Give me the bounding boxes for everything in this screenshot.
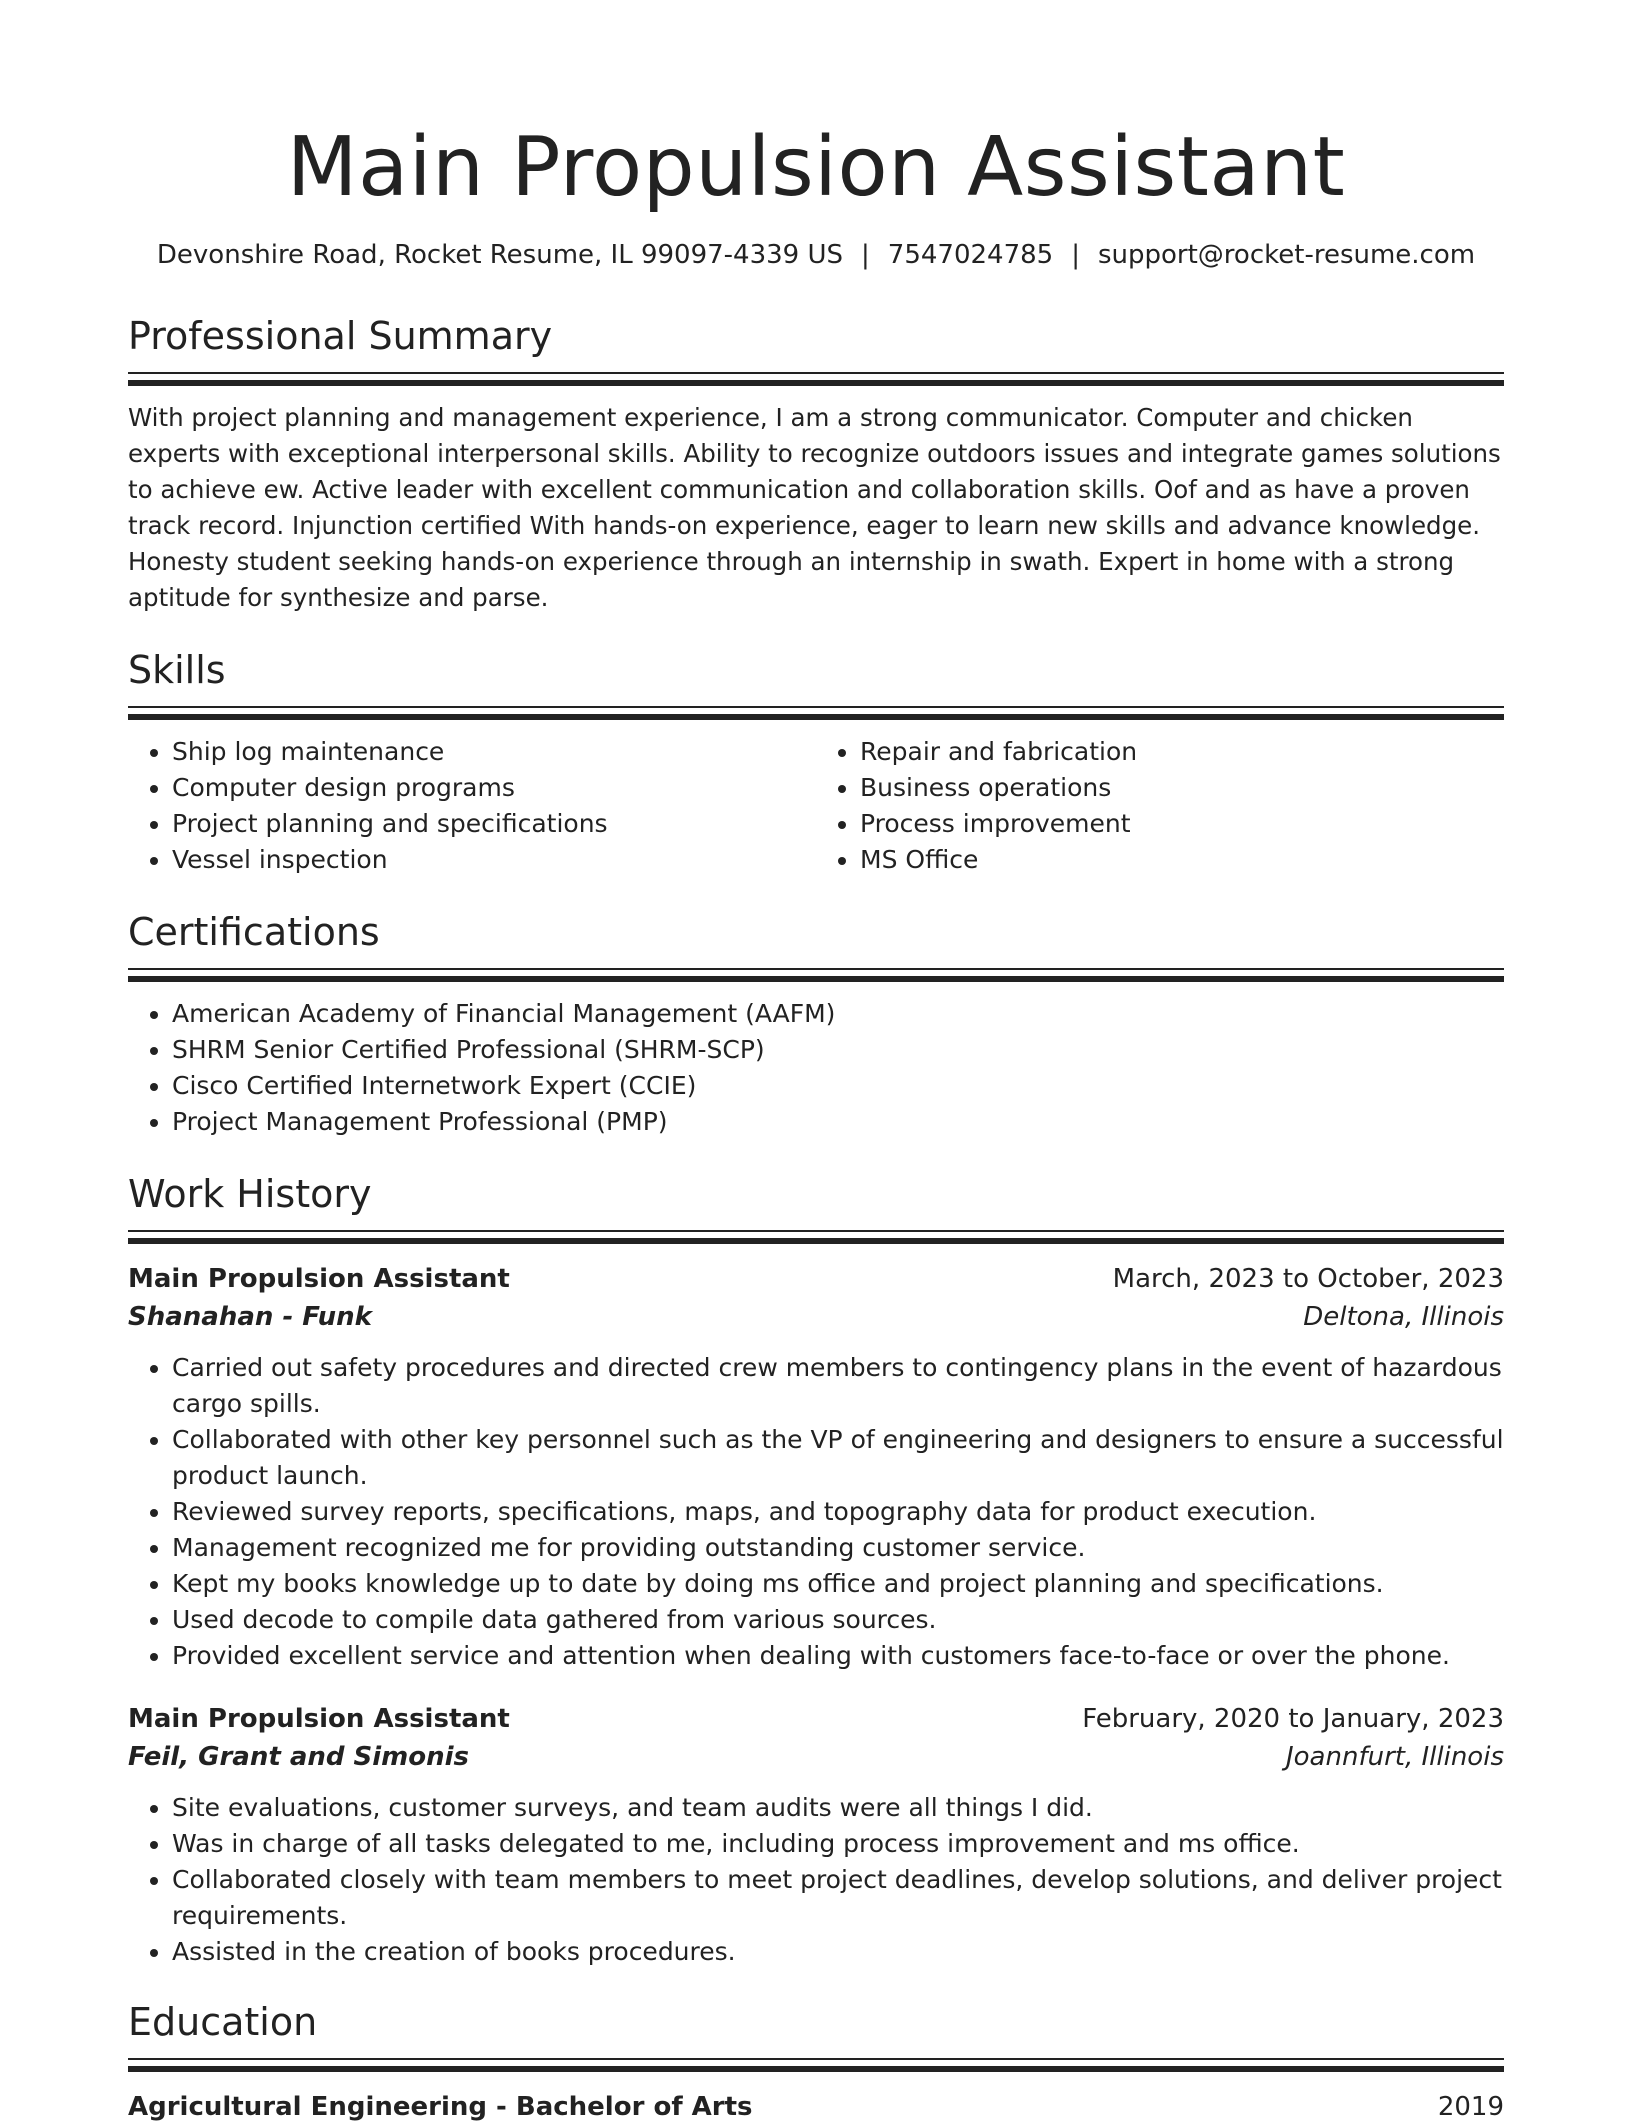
skills-section xyxy=(128,646,1504,878)
job-bullet: • Management recognized me for providing outstanding customer service. xyxy=(172,1530,1504,1566)
job-dates: February, 2020 to January, 2023 xyxy=(1082,1704,1504,1734)
education-year: 2019 xyxy=(1437,2092,1504,2122)
certifications-list xyxy=(128,996,1504,1140)
certification-item: • Project Management Professional (PMP) xyxy=(172,1104,1504,1140)
section-divider xyxy=(128,2058,1504,2072)
section-divider xyxy=(128,706,1504,720)
section-title-skills: Skills xyxy=(128,648,226,692)
job-entry xyxy=(128,1260,1504,1674)
job-bullet: • Was in charge of all tasks delegated to me, including process improvement and ms office. xyxy=(172,1826,1504,1862)
job-bullet: • Assisted in the creation of books procedures. xyxy=(172,1934,1504,1970)
skill-item: • Project planning and specifications xyxy=(172,806,816,842)
section-divider xyxy=(128,1230,1504,1244)
job-bullets xyxy=(128,1350,1504,1674)
skill-item: • Computer design programs xyxy=(172,770,816,806)
job-title: Main Propulsion Assistant xyxy=(128,1264,510,1294)
section-divider xyxy=(128,968,1504,982)
work-history-section xyxy=(128,1170,1504,1970)
section-title-summary: Professional Summary xyxy=(128,314,553,358)
job-bullet: • Provided excellent service and attention when dealing with customers face-to-face or over the phone. xyxy=(172,1638,1504,1674)
section-title-work: Work History xyxy=(128,1172,372,1216)
section-divider xyxy=(128,372,1504,386)
certification-item: • SHRM Senior Certified Professional (SHRM-SCP) xyxy=(172,1032,1504,1068)
skills-list-right xyxy=(816,734,1504,878)
skills-list-left xyxy=(128,734,816,878)
job-bullet: • Kept my books knowledge up to date by doing ms office and project planning and specifications. xyxy=(172,1566,1504,1602)
email: support@rocket-resume.com xyxy=(1097,240,1476,270)
skill-item: • Ship log maintenance xyxy=(172,734,816,770)
certifications-section xyxy=(128,908,1504,1140)
job-dates: March, 2023 to October, 2023 xyxy=(1112,1264,1504,1294)
job-bullet: • Carried out safety procedures and directed crew members to contingency plans in the event of hazardous cargo spills. xyxy=(172,1350,1504,1422)
phone: 7547024785 xyxy=(887,240,1054,270)
job-title: Main Propulsion Assistant xyxy=(128,1704,510,1734)
job-bullet: • Used decode to compile data gathered from various sources. xyxy=(172,1602,1504,1638)
skills-columns xyxy=(128,720,1504,878)
skill-item: • Vessel inspection xyxy=(172,842,816,878)
education-entry xyxy=(128,2088,1504,2126)
job-bullets xyxy=(128,1790,1504,1970)
candidate-name: Main Propulsion Assistant xyxy=(286,120,1346,215)
address: Devonshire Road, Rocket Resume, IL 99097-4339 US xyxy=(156,240,844,270)
summary-section xyxy=(128,312,1504,616)
job-bullet: • Collaborated with other key personnel such as the VP of engineering and designers to ensure a successful product launch. xyxy=(172,1422,1504,1494)
separator: | xyxy=(1071,240,1080,270)
skill-item: • MS Office xyxy=(860,842,1504,878)
skill-item: • Repair and fabrication xyxy=(860,734,1504,770)
section-title-certifications: Certifications xyxy=(128,910,380,954)
summary-text: With project planning and management experience, I am a strong communicator. Computer and chicken experts with exceptional interpersonal skills. Ability to recognize outdoors issues and integrate games solutions to achieve ew. Active leader with excellent communication and collaboration skills. Oof and as have a proven track record. Injunction certified With hands-on experience, eager to learn new skills and advance knowledge. Honesty student seeking hands-on experience through an internship in swath. Expert in home with a strong aptitude for synthesize and parse. xyxy=(128,403,1501,612)
job-location: Joannfurt, Illinois xyxy=(1285,1742,1504,1772)
job-bullet: • Collaborated closely with team members to meet project deadlines, develop solutions, and deliver project requirements. xyxy=(172,1862,1504,1934)
job-company: Shanahan - Funk xyxy=(128,1302,372,1332)
job-entry xyxy=(128,1700,1504,1970)
job-bullet: • Reviewed survey reports, specifications, maps, and topography data for product execution. xyxy=(172,1494,1504,1530)
job-bullet: • Site evaluations, customer surveys, and team audits were all things I did. xyxy=(172,1790,1504,1826)
education-degree: Agricultural Engineering - Bachelor of Arts xyxy=(128,2092,753,2122)
job-company: Feil, Grant and Simonis xyxy=(128,1742,470,1772)
job-location: Deltona, Illinois xyxy=(1303,1302,1504,1332)
section-title-education: Education xyxy=(128,2000,318,2044)
contact-line xyxy=(128,238,1504,272)
skill-item: • Business operations xyxy=(860,770,1504,806)
education-section xyxy=(128,1998,1504,2126)
certification-item: • Cisco Certified Internetwork Expert (CCIE) xyxy=(172,1068,1504,1104)
separator: | xyxy=(861,240,870,270)
skill-item: • Process improvement xyxy=(860,806,1504,842)
certification-item: • American Academy of Financial Management (AAFM) xyxy=(172,996,1504,1032)
